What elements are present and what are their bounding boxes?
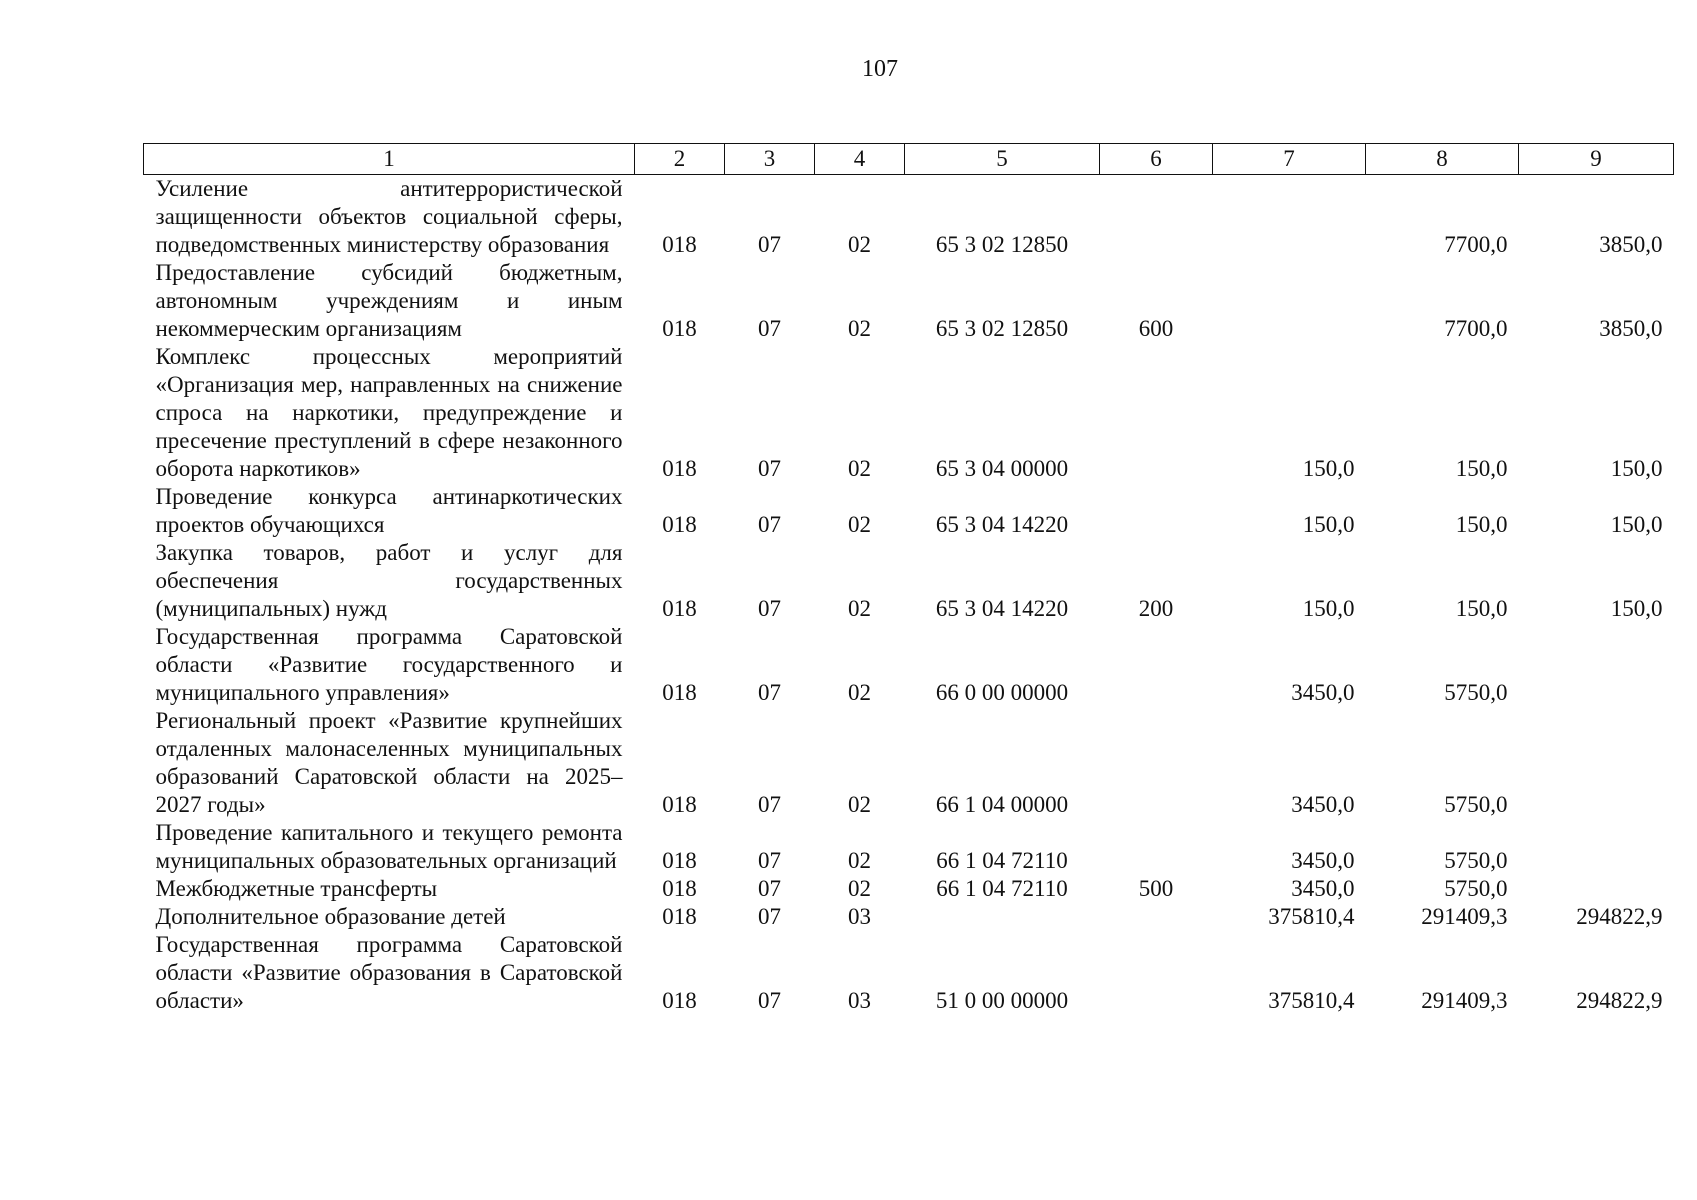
amount-col-7: 3450,0 xyxy=(1291,680,1355,705)
amount-col-9 xyxy=(1519,819,1674,875)
amount-col-7 xyxy=(1213,175,1366,260)
amount-col-8: 5750,0 xyxy=(1444,792,1508,817)
amount-col-7: 150,0 xyxy=(1302,512,1355,537)
ministry-code: 018 xyxy=(662,680,697,705)
budget-table xyxy=(143,143,1674,1015)
amount-col-7: 3450,0 xyxy=(1291,848,1355,873)
table-row xyxy=(144,931,1674,1015)
ministry-code: 018 xyxy=(662,876,697,901)
item-name: Усиление антитеррористической защищенности объектов социальной сферы, подведомственных министерству образования xyxy=(155,176,623,257)
target-article-code xyxy=(905,903,1100,931)
header-cell: 2 xyxy=(635,144,725,175)
section-code: 07 xyxy=(758,232,781,257)
amount-col-7: 3450,0 xyxy=(1291,792,1355,817)
target-article-code: 65 3 02 12850 xyxy=(935,232,1069,257)
subsection-code: 02 xyxy=(848,596,871,621)
target-article-code: 66 1 04 72110 xyxy=(936,876,1068,901)
target-article-code: 66 1 04 72110 xyxy=(936,848,1068,873)
header-cell: 4 xyxy=(815,144,905,175)
subsection-code: 02 xyxy=(848,316,871,341)
table-row xyxy=(144,707,1674,819)
header-row xyxy=(144,144,1674,175)
expense-type-code xyxy=(1100,483,1213,539)
ministry-code: 018 xyxy=(662,792,697,817)
amount-col-8: 150,0 xyxy=(1455,512,1508,537)
expense-type-code: 200 xyxy=(1138,596,1174,621)
target-article-code: 65 3 04 14220 xyxy=(935,596,1069,621)
subsection-code: 03 xyxy=(848,904,871,929)
table-row xyxy=(144,259,1674,343)
item-name: Межбюджетные трансферты xyxy=(155,876,438,901)
subsection-code: 02 xyxy=(848,232,871,257)
amount-col-8: 291409,3 xyxy=(1421,904,1508,929)
target-article-code: 65 3 02 12850 xyxy=(935,316,1069,341)
section-code: 07 xyxy=(758,988,781,1013)
header-cell: 5 xyxy=(905,144,1100,175)
expense-type-code xyxy=(1100,707,1213,819)
ministry-code: 018 xyxy=(662,988,697,1013)
section-code: 07 xyxy=(758,792,781,817)
ministry-code: 018 xyxy=(662,596,697,621)
target-article-code: 65 3 04 14220 xyxy=(935,512,1069,537)
expense-type-code xyxy=(1100,931,1213,1015)
section-code: 07 xyxy=(758,456,781,481)
ministry-code: 018 xyxy=(662,232,697,257)
section-code: 07 xyxy=(758,512,781,537)
target-article-code: 66 0 00 00000 xyxy=(935,680,1069,705)
section-code: 07 xyxy=(758,596,781,621)
item-name: Проведение капитального и текущего ремонта муниципальных образовательных организаций xyxy=(155,820,623,873)
target-article-code: 65 3 04 00000 xyxy=(935,456,1069,481)
header-cell: 7 xyxy=(1213,144,1366,175)
subsection-code: 02 xyxy=(848,512,871,537)
header-cell: 3 xyxy=(725,144,815,175)
amount-col-8: 5750,0 xyxy=(1444,680,1508,705)
ministry-code: 018 xyxy=(662,316,697,341)
expense-type-code: 500 xyxy=(1138,876,1174,901)
amount-col-8: 150,0 xyxy=(1455,456,1508,481)
item-name: Государственная программа Саратовской области «Развитие образования в Саратовской области» xyxy=(155,932,623,1013)
table-row xyxy=(144,175,1674,260)
amount-col-9: 294822,9 xyxy=(1576,988,1663,1013)
subsection-code: 02 xyxy=(848,456,871,481)
subsection-code: 03 xyxy=(848,988,871,1013)
section-code: 07 xyxy=(758,316,781,341)
item-name: Закупка товаров, работ и услуг для обеспечения государственных (муниципальных) нужд xyxy=(155,540,623,621)
amount-col-7: 375810,4 xyxy=(1268,904,1355,929)
ministry-code: 018 xyxy=(662,456,697,481)
ministry-code: 018 xyxy=(662,848,697,873)
table-row xyxy=(144,483,1674,539)
amount-col-8: 7700,0 xyxy=(1444,232,1508,257)
amount-col-7 xyxy=(1213,259,1366,343)
amount-col-7: 375810,4 xyxy=(1268,988,1355,1013)
expense-type-code xyxy=(1100,175,1213,260)
expense-type-code xyxy=(1100,903,1213,931)
table-row xyxy=(144,875,1674,903)
amount-col-7: 150,0 xyxy=(1302,456,1355,481)
header-cell: 6 xyxy=(1100,144,1213,175)
table-row xyxy=(144,539,1674,623)
amount-col-8: 5750,0 xyxy=(1444,848,1508,873)
header-cell: 8 xyxy=(1366,144,1519,175)
table-row xyxy=(144,903,1674,931)
amount-col-9: 294822,9 xyxy=(1576,904,1663,929)
subsection-code: 02 xyxy=(848,848,871,873)
item-name: Комплекс процессных мероприятий «Организация мер, направленных на снижение спроса на наркотики, предупреждение и пресечение преступлений в сфере незаконного оборота наркотиков» xyxy=(155,344,623,481)
section-code: 07 xyxy=(758,680,781,705)
amount-col-7: 3450,0 xyxy=(1291,876,1355,901)
amount-col-9 xyxy=(1519,875,1674,903)
amount-col-9: 150,0 xyxy=(1610,456,1663,481)
amount-col-8: 291409,3 xyxy=(1421,988,1508,1013)
amount-col-8: 7700,0 xyxy=(1444,316,1508,341)
table-row xyxy=(144,819,1674,875)
item-name: Государственная программа Саратовской области «Развитие государственного и муниципального управления» xyxy=(155,624,623,705)
target-article-code: 51 0 00 00000 xyxy=(935,988,1069,1013)
amount-col-7: 150,0 xyxy=(1302,596,1355,621)
expense-type-code: 600 xyxy=(1138,316,1174,341)
table-row xyxy=(144,343,1674,483)
ministry-code: 018 xyxy=(662,904,697,929)
page-number: 107 xyxy=(862,56,898,82)
expense-type-code xyxy=(1100,819,1213,875)
subsection-code: 02 xyxy=(848,876,871,901)
item-name: Проведение конкурса антинаркотических проектов обучающихся xyxy=(155,484,623,537)
subsection-code: 02 xyxy=(848,792,871,817)
header-cell: 9 xyxy=(1519,144,1674,175)
item-name: Дополнительное образование детей xyxy=(155,904,506,929)
expense-type-code xyxy=(1100,343,1213,483)
amount-col-9: 3850,0 xyxy=(1599,316,1663,341)
target-article-code: 66 1 04 00000 xyxy=(935,792,1069,817)
table-row xyxy=(144,623,1674,707)
amount-col-8: 150,0 xyxy=(1455,596,1508,621)
amount-col-9: 150,0 xyxy=(1610,512,1663,537)
amount-col-9: 3850,0 xyxy=(1599,232,1663,257)
section-code: 07 xyxy=(758,848,781,873)
item-name: Региональный проект «Развитие крупнейших отдаленных малонаселенных муниципальных образований Саратовской области на 2025–2027 годы» xyxy=(155,708,623,817)
section-code: 07 xyxy=(758,876,781,901)
ministry-code: 018 xyxy=(662,512,697,537)
section-code: 07 xyxy=(758,904,781,929)
amount-col-9: 150,0 xyxy=(1610,596,1663,621)
expense-type-code xyxy=(1100,623,1213,707)
subsection-code: 02 xyxy=(848,680,871,705)
amount-col-9 xyxy=(1519,623,1674,707)
amount-col-8: 5750,0 xyxy=(1444,876,1508,901)
header-cell: 1 xyxy=(144,144,635,175)
item-name: Предоставление субсидий бюджетным, автономным учреждениям и иным некоммерческим организациям xyxy=(155,260,623,341)
amount-col-9 xyxy=(1519,707,1674,819)
